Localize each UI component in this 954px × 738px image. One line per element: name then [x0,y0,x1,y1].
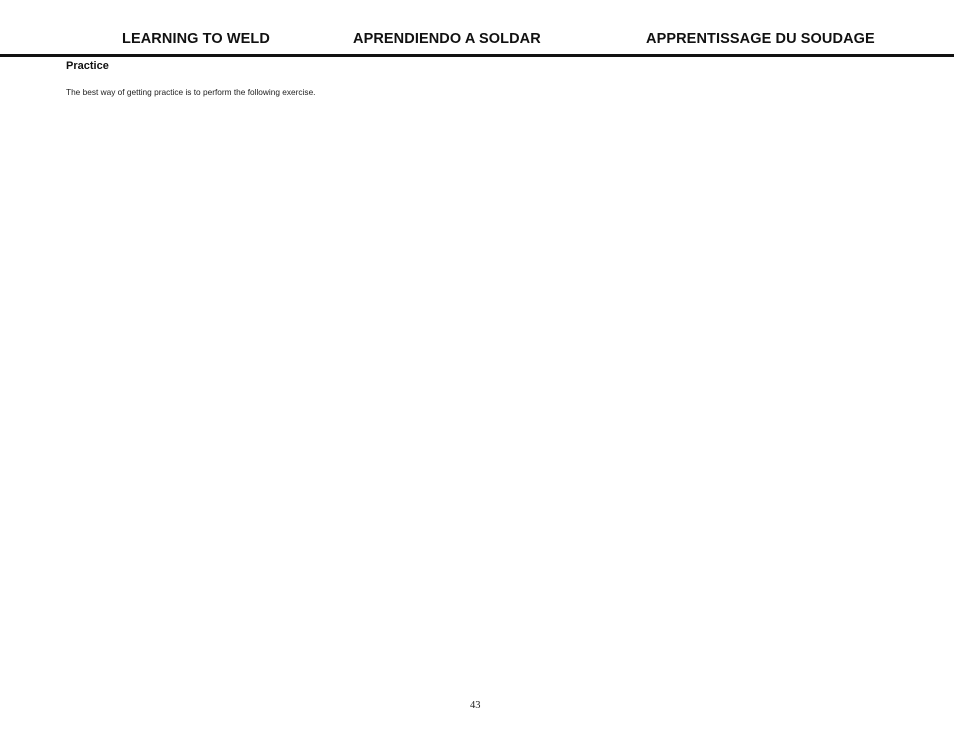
column-english [66,60,324,106]
intro-text: The best way of getting practice is to perform the following exercise. [66,87,316,97]
heading-spanish: APRENDIENDO A SOLDAR [353,31,541,47]
page-number: 43 [470,700,481,711]
heading-english: LEARNING TO WELD [122,31,270,47]
heading-french: APPRENTISSAGE DU SOUDAGE [646,31,875,47]
subheading: Practice [66,60,109,72]
header-rule [0,54,954,57]
